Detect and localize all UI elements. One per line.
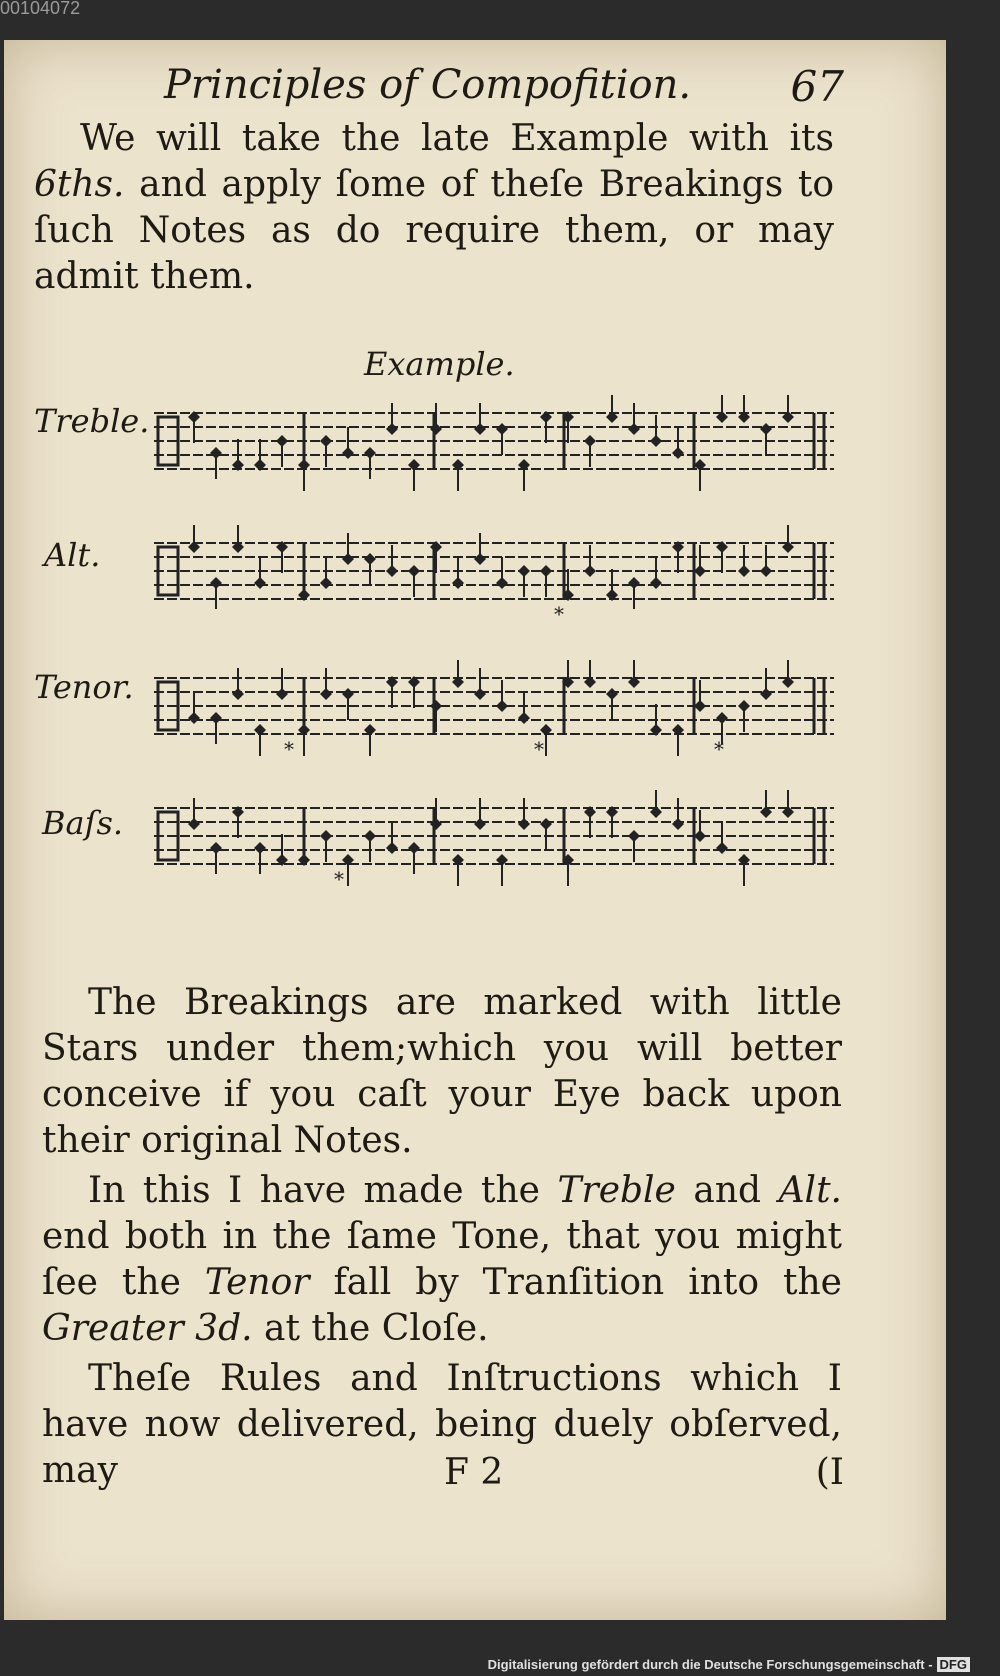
close-b: and [693,1170,762,1211]
tenor-term: Tenor [204,1262,310,1303]
page-number: 67 [790,62,844,111]
close-a: In this I have made the [88,1170,540,1211]
intro-lead: We will take the late Example with its [80,118,834,159]
funding-text: Digitalisierung gefördert durch die Deutsche Forschungsgemeinschaft - [487,1657,933,1672]
breaking-star: * [284,737,294,760]
breaking-star: * [554,602,564,625]
sixths-term: 6ths. [34,164,125,205]
book-page [4,40,946,1620]
breaking-star: * [534,737,544,760]
voice-label-bass: Baſs. [42,804,124,842]
dfg-logo: DFG [937,1657,970,1672]
close-d: fall by Tranſition into the [333,1262,842,1303]
staff-bass [154,790,834,890]
signature-mark: F 2 [444,1452,504,1493]
alt-term: Alt. [778,1170,842,1211]
breaking-star: * [334,867,344,890]
breaking-star: * [714,737,724,760]
intro-paragraph [34,116,834,300]
staff-alt [154,525,834,625]
treble-term: Treble [557,1170,676,1211]
running-title: Principles of Compofition. [164,62,692,108]
scan-id-label: 00104072 [0,0,81,18]
example-label: Example. [364,345,515,383]
breakings-paragraph: The Breakings are marked with little Stars under them;which you will better conceive if you caſt your Eye back upon their original Notes. [42,982,842,1161]
voice-label-alt: Alt. [44,536,101,574]
rules-paragraph: Theſe Rules and Inſtructions which I have now delivered, being duely obſerved, may [42,1358,842,1491]
staff-treble [154,395,834,495]
staff-tenor [154,660,834,760]
close-e: at the Cloſe. [264,1308,489,1349]
close-c: end both in the ſame Tone, that you might ſee the [42,1216,842,1303]
greater-third-term: Greater 3d. [42,1308,253,1349]
running-header [164,58,844,118]
voice-label-tenor: Tenor. [34,668,134,706]
catchword: (I [815,1452,844,1493]
close-paragraph [42,1168,842,1352]
funding-note [488,1657,970,1672]
voice-label-treble: Treble. [34,402,150,440]
intro-rest: and apply ſome of theſe Breakings to ſuch Notes as do require them, or may admit them. [34,164,834,297]
